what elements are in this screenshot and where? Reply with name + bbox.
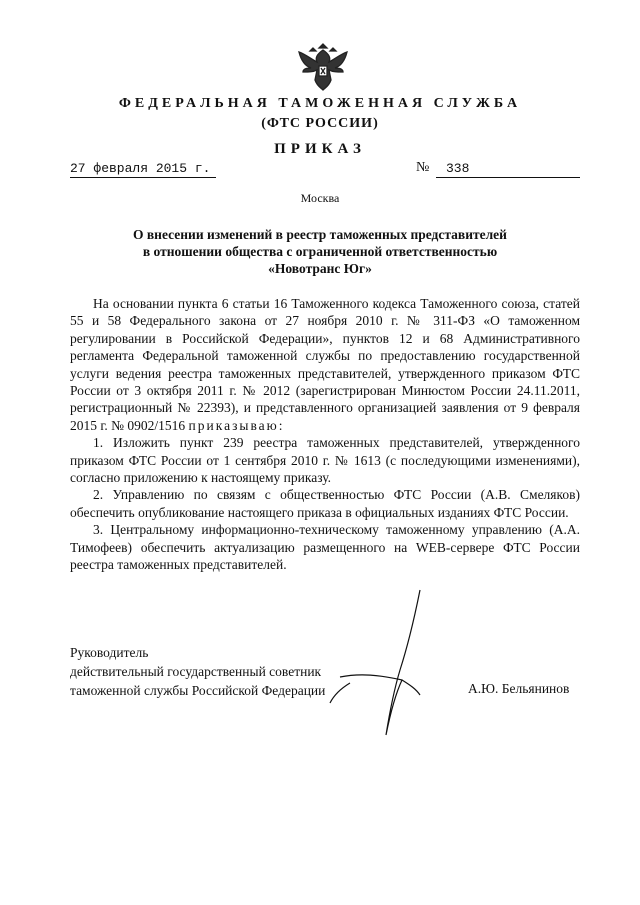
- city: Москва: [300, 191, 340, 205]
- signatory-line-1: Руководитель: [70, 645, 149, 660]
- number-label: №: [416, 160, 430, 175]
- item-3: 3. Центральному информационно-техническому таможенному управлению (А.А. Тимофеев) обеспечить актуализацию размещенного на WEB-сервере ФТС России реестра таможенных представителей.: [70, 522, 580, 573]
- signatory-line-3: таможенной службы Российской Федерации: [70, 683, 326, 698]
- handwritten-signature: [320, 585, 470, 745]
- intro-paragraph: [70, 295, 580, 434]
- subject-line-1: О внесении изменений в реестр таможенных представителей: [133, 227, 507, 242]
- signatory-line-2: действительный государственный советник: [70, 664, 322, 679]
- item-1: 1. Изложить пункт 239 реестра таможенных представителей, утвержденного приказом ФТС России от 1 сентября 2010 г. № 1613 (с последующими изменениями), согласно приложению к настоящему приказу.: [70, 435, 580, 486]
- subject-line-2: в отношении общества с ограниченной ответственностью: [142, 244, 498, 259]
- organization-abbreviation: (ФТС РОССИИ): [261, 116, 379, 131]
- coat-of-arms-icon: [295, 40, 351, 92]
- subject-line-3: «Новотранс Юг»: [268, 261, 372, 276]
- document-body: [70, 295, 580, 574]
- item-2: 2. Управлению по связям с общественностью ФТС России (А.В. Смеляков) обеспечить опубликование настоящего приказа в официальных изданиях ФТС России.: [70, 487, 580, 520]
- order-word: приказываю:: [188, 417, 285, 433]
- signatory-name: А.Ю. Бельянинов: [468, 681, 570, 696]
- organization-name: ФЕДЕРАЛЬНАЯ ТАМОЖЕННАЯ СЛУЖБА: [118, 96, 522, 111]
- signatory-title: [70, 643, 325, 700]
- intro-text: На основании пункта 6 статьи 16 Таможенного кодекса Таможенного союза, статей 55 и 58 Федерального закона от 27 ноября 2010 г. № 311-ФЗ «О таможенном регулировании в Российской Федерации», пунктов 12 и 68 Административного регламента Федеральной таможенной службы по предоставлению государственной услуги ведения реестра таможенных представителей, утвержденного приказом ФТС России от 3 октября 2011 г. № 2012 (зарегистрирован Минюстом России 24.11.2011, регистрационный № 22393), и представленного организацией заявления от 9 февраля 2015 г. № 0902/1516: [70, 296, 580, 433]
- document-date: 27 февраля 2015 г.: [70, 161, 216, 178]
- document-type: ПРИКАЗ: [274, 141, 366, 157]
- document-number: 338: [436, 161, 580, 178]
- document-subject: [100, 226, 540, 277]
